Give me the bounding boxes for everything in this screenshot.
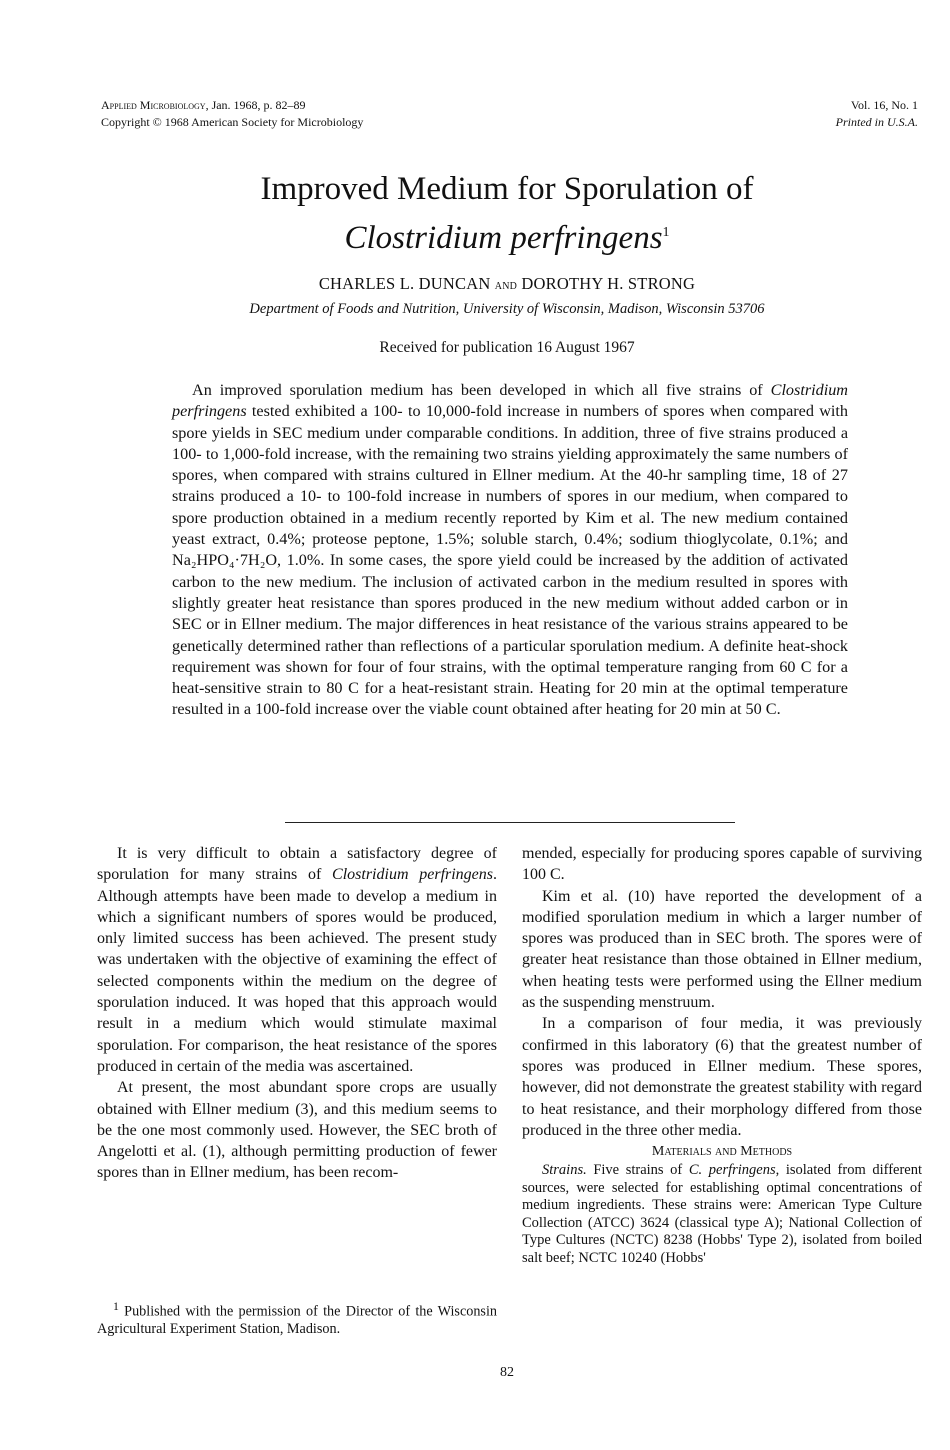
author-duncan: CHARLES L. DUNCAN <box>318 274 491 293</box>
section-divider <box>285 822 735 823</box>
printed-location: Printed in U.S.A. <box>835 115 918 129</box>
abstract-text-start: An improved sporulation medium has been developed in which all five strains of <box>192 381 771 399</box>
author-strong: DOROTHY H. STRONG <box>521 274 696 293</box>
copyright-line: Copyright © 1968 American Society for Microbiology <box>101 115 364 129</box>
footnote-mark: 1 <box>113 1299 119 1313</box>
abstract-text-body: tested exhibited a 100- to 10,000-fold increase in numbers of spores when compared with spore yields in SEC medium under comparable conditions. In addition, three of five strains produced a 100- to 1,000-fold increase, with the remaining two strains yielding approximately the same numbers of spores, when compared with strains cultured in Ellner medium. At the 40-hr sampling time, 18 of 27 strains produced a 10- to 100-fold increase in numbers of spores in our medium, when compared to spore production obtained in a medium recently reported by Kim et al. The new medium contained yeast extract, 0.4%; proteose peptone, 1.5%; soluble starch, 0.4%; sodium thioglycolate, 0.1%; and Na₂HPO₄·7H₂O, 1.0%. In some cases, the spore yield could be increased by the addition of activated carbon to the new medium. The inclusion of activated carbon in the medium resulted in spores with slightly greater heat resistance than spores produced in the new medium without added carbon or in SEC or in Ellner medium. The major differences in heat resistance of the various strains appeared to be genetically determined rather than reflections of a particular sporulation medium. A definite heat-shock requirement was shown for four of four strains, with the optimal temperature ranging from 60 C for a heat-sensitive strain to 80 C for a heat-resistant strain. Heating for 20 min at the optimal temperature resulted in a 100-fold increase over the viable count obtained after heating for 20 min at 50 C. <box>172 402 848 719</box>
title-line-2: Clostridium perfringens <box>344 220 663 256</box>
strains-text-a: Five strains of <box>586 1162 689 1179</box>
volume-number: Vol. 16, No. 1 <box>850 98 918 112</box>
right-paragraph-comparison: In a comparison of four media, it was previously confirmed in this laboratory (6) that the greatest number of spores was produced in Ellner medium. These spores, however, did not demonstrate the greatest stability with regard to heat resistance, and their morphology differed from those produced in the three other media. <box>522 1015 922 1139</box>
strains-species: C. perfringens <box>688 1162 776 1179</box>
strains-label: Strains. <box>542 1162 587 1179</box>
intro-paragraph-2: At present, the most abundant spore crops are usually obtained with Ellner medium (3), and this medium seems to be the one most commonly used. However, the SEC broth of Angelotti et al. (1), although permitting production of fewer spores than in Ellner medium, has been recom- <box>97 1079 497 1182</box>
citation-details: , Jan. 1968, p. 82–89 <box>205 98 306 112</box>
strains-paragraph <box>522 1162 922 1267</box>
section-heading-materials: Materials and Methods <box>651 1144 793 1160</box>
affiliation: Department of Foods and Nutrition, University of Wisconsin, Madison, Wisconsin 53706 <box>249 301 765 317</box>
intro-species-name: Clostridium perfringens <box>332 866 494 884</box>
abstract-species-name: Clostridium perfringens <box>172 381 848 421</box>
left-column <box>97 843 497 1184</box>
journal-citation <box>101 97 363 131</box>
right-column <box>522 843 922 1267</box>
author-line <box>0 274 950 294</box>
title-footnote-mark: 1 <box>662 225 670 240</box>
right-paragraph-continued: mended, especially for producing spores capable of surviving 100 C. <box>522 845 922 884</box>
abstract <box>172 380 848 721</box>
article-title <box>0 167 950 260</box>
intro-p1-start: It is very difficult to obtain a satisfactory degree of sporulation for many strains of <box>97 845 497 884</box>
journal-name: Applied Microbiology <box>101 98 206 112</box>
volume-info <box>700 97 918 131</box>
page-number: 82 <box>500 1365 514 1380</box>
received-date: Received for publication 16 August 1967 <box>379 339 635 356</box>
author-conjunction: and <box>494 278 518 293</box>
intro-paragraph-1 <box>97 843 497 1077</box>
title-line-1: Improved Medium for Sporulation of <box>260 171 754 207</box>
footnote <box>97 1298 497 1339</box>
footnote-text: Published with the permission of the Director of the Wisconsin Agricultural Experiment Station, Madison. <box>97 1303 497 1338</box>
right-paragraph-kim: Kim et al. (10) have reported the development of a modified sporulation medium in which a larger number of spores was produced than in SEC broth. The spores were of greater heat resistance than those obtained in Ellner medium, when heating tests were performed using the Ellner medium as the suspending menstruum. <box>522 887 922 1012</box>
strains-text-b: , isolated from different sources, were selected for establishing optimal concentrations of medium ingredients. These strains were: American Type Culture Collection (ATCC) 3624 (classical type A); National Collection of Type Cultures (NCTC) 8238 (Hobbs' Type 2), isolated from boiled salt beef; NCTC 10240 (Hobbs' <box>522 1162 922 1266</box>
intro-p1-body: . Although attempts have been made to develop a medium in which a significant numbers of spores would be produced, only limited success has been achieved. The present study was undertaken with the objective of examining the effect of selected components within the medium on the degree of sporulation induced. It was hoped that this approach would result in a medium which would stimulate maximal sporulation. For comparison, the heat resistance of the spores produced in certain of the media was ascertained. <box>97 866 498 1075</box>
